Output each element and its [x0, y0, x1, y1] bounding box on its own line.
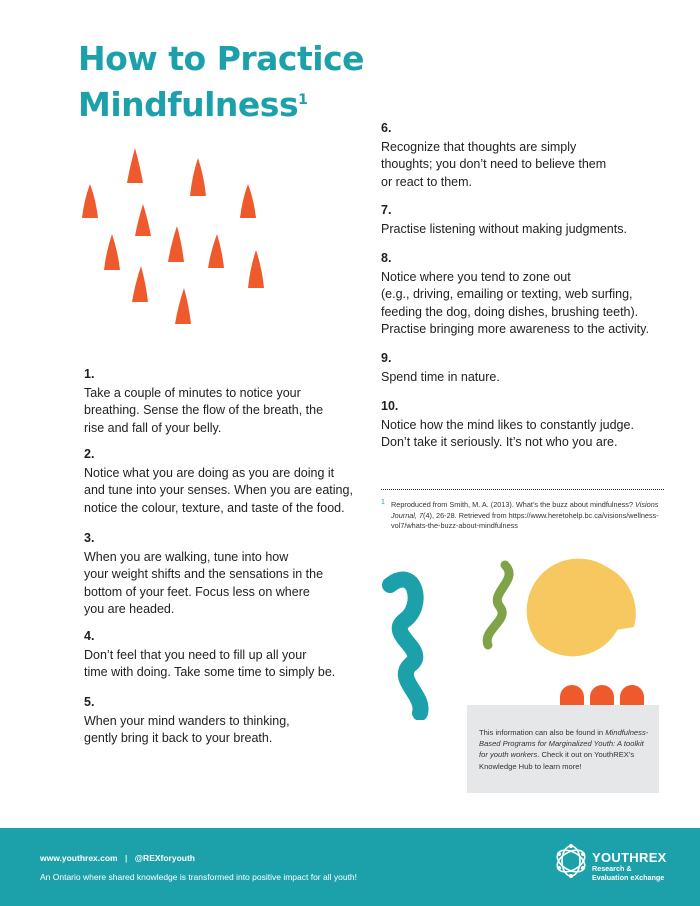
tip-text: When your mind wanders to thinking, gently bring it back to your breath.: [84, 713, 290, 745]
tip-number: 5.: [84, 695, 95, 709]
logo-sub-line-1: Research &: [592, 864, 632, 873]
footnote-divider: [381, 489, 664, 490]
tip-6: [381, 120, 661, 191]
tip-text: Practise listening without making judgments.: [381, 221, 627, 236]
tip-text: Spend time in nature.: [381, 369, 500, 384]
logo-sub-line-2: Evaluation eXchange: [592, 872, 665, 882]
footer-separator: |: [125, 853, 128, 863]
green-squiggle: [487, 565, 509, 645]
tip-5: [84, 694, 354, 748]
footnote-text-after: (4), 26-28. Retrieved from https://www.heretohelp.bc.ca/visions/wellness-vol7/whats-the-buzz-about-mindfulness: [391, 510, 659, 530]
footnote-mark: 1: [381, 499, 385, 506]
teal-squiggle: [390, 580, 421, 713]
page-title: [78, 36, 364, 128]
network-globe-icon: [553, 843, 589, 879]
title-line-2: Mindfulness: [78, 85, 299, 124]
orange-drop: [104, 234, 120, 270]
shapes-illustration: [370, 555, 670, 720]
tip-number: 2.: [84, 447, 95, 461]
footnote: [381, 500, 671, 532]
website-link[interactable]: www.youthrex.com: [40, 853, 118, 863]
tip-number: 7.: [381, 203, 392, 217]
tip-number: 4.: [84, 629, 95, 643]
orange-drop: [248, 250, 264, 288]
tip-text: Notice what you are doing as you are doing it and tune into your senses. When you are eating, notice the colour, texture, and taste of the food.: [84, 465, 353, 515]
title-footnote-ref: 1: [298, 92, 308, 108]
logo-wordmark: [592, 850, 667, 882]
tip-3: [84, 530, 354, 619]
tip-8: [381, 250, 661, 339]
tip-text: Notice where you tend to zone out (e.g., driving, emailing or texting, web surfing, feeding the dog, doing dishes, brushing teeth). Practise bringing more awareness to the activity.: [381, 269, 649, 336]
tip-number: 8.: [381, 251, 392, 265]
info-book-title: Mindfulness-Based Programs for Marginalized Youth: A toolkit for youth workers: [479, 728, 649, 760]
tip-number: 3.: [84, 531, 95, 545]
footer-tagline: An Ontario where shared knowledge is transformed into positive impact for all youth!: [40, 872, 358, 882]
info-text-after: . Check it out on YouthREX’s Knowledge Hub to learn more!: [479, 750, 635, 771]
tip-9: [381, 350, 661, 386]
orange-drop: [240, 184, 256, 218]
footnote-text: [381, 500, 671, 532]
footer: [0, 828, 700, 906]
tip-text: Don’t feel that you need to fill up all your time with doing. Take some time to simply be.: [84, 647, 336, 679]
tip-4: [84, 628, 354, 682]
social-handle-link[interactable]: @REXforyouth: [134, 853, 195, 863]
info-box: [467, 705, 659, 793]
orange-drops-illustration: [74, 138, 274, 328]
yellow-half-circle-fill: [527, 559, 636, 643]
tip-number: 1.: [84, 367, 95, 381]
tip-1: [84, 366, 354, 437]
orange-drop: [175, 288, 191, 324]
orange-drop: [168, 226, 184, 262]
orange-drop: [190, 158, 206, 196]
tip-text: Recognize that thoughts are simply thoughts; you don’t need to believe them or react to them.: [381, 139, 607, 189]
orange-drop: [127, 148, 143, 183]
orange-drop: [135, 204, 151, 236]
orange-drop: [82, 184, 98, 218]
tip-number: 6.: [381, 121, 392, 135]
footnote-text-before: Reproduced from Smith, M. A. (2013). What’s the buzz about mindfulness?: [391, 500, 636, 509]
tip-text: When you are walking, tune into how your weight shifts and the sensations in the bottom of your feet. Focus less on where you are headed.: [84, 549, 324, 616]
title-line-1: How to Practice: [78, 39, 365, 78]
tip-7: [381, 202, 661, 238]
orange-drop: [208, 234, 224, 268]
info-text-before: This information can also be found in: [479, 728, 606, 737]
tip-number: 10.: [381, 399, 399, 413]
tip-text: Notice how the mind likes to constantly judge. Don’t take it seriously. It’s not who you are.: [381, 417, 634, 449]
orange-drop: [132, 266, 148, 302]
logo-brand: YOUTHREX: [592, 850, 667, 865]
footer-links: [40, 853, 195, 863]
tip-number: 9.: [381, 351, 392, 365]
tip-text: Take a couple of minutes to notice your breathing. Sense the flow of the breath, the rise and fall of your belly.: [84, 385, 324, 435]
tip-10: [381, 398, 661, 452]
tip-2: [84, 446, 354, 517]
footnote-journal: Visions Journal, 7: [391, 500, 659, 520]
